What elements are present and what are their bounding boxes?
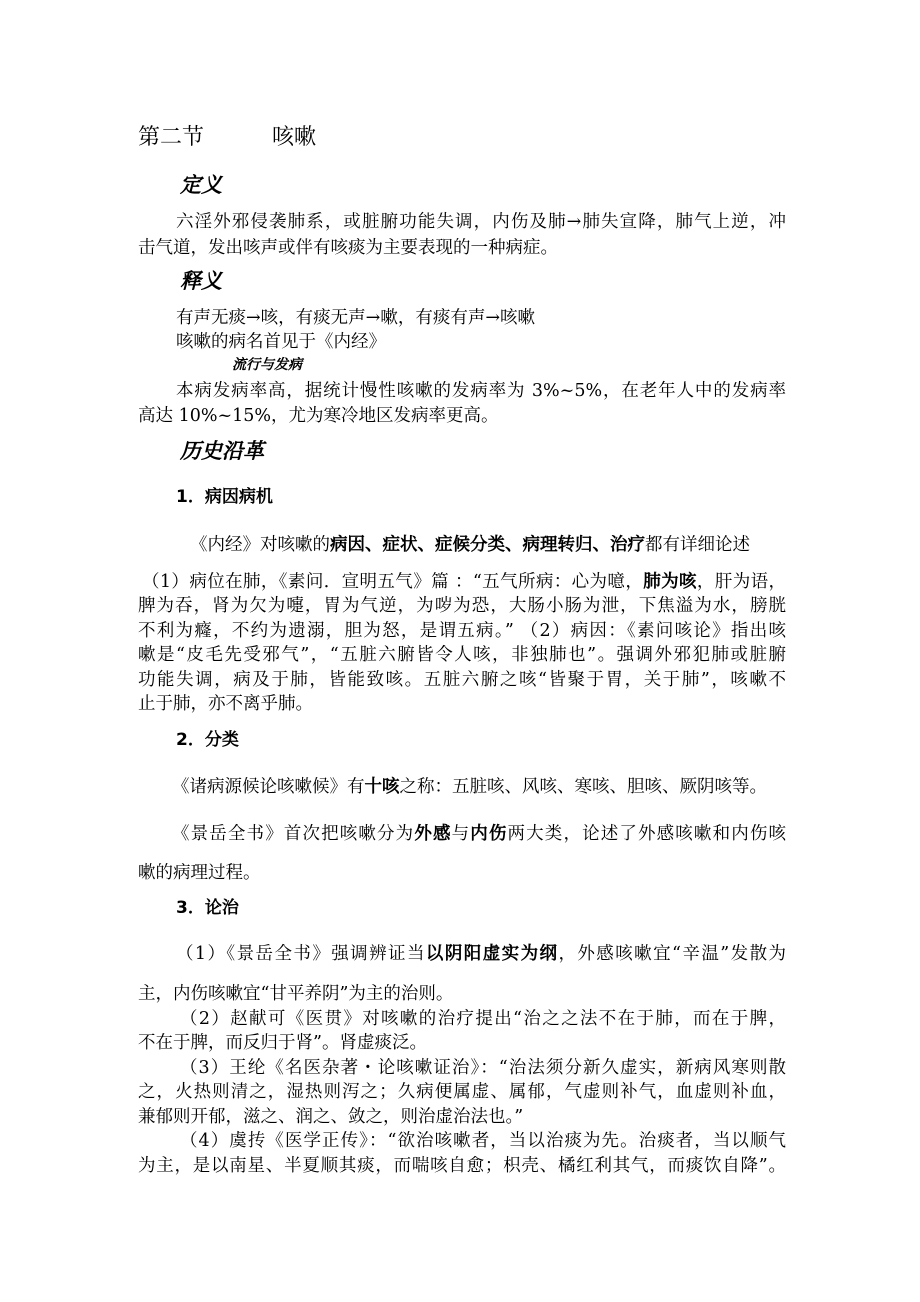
definition-heading: 定义 [180,173,222,197]
emphasis: 十咳 [364,777,400,797]
treatment-para: 为主，是以南星、半夏顺其痰，而喘咳自愈；枳壳、橘红利其气，而痰饮自降”。 [138,1156,786,1176]
explanation-line: 咳嗽的病名首见于《内经》 [176,332,386,352]
etiology-line: 不利为癃，不约为遗溺，胆为怒，是谓五病。” （2）病因：《素问咳论》指出咳 [138,621,786,641]
classification-para: 嗽的病理过程。 [138,863,261,883]
classification-para: 《诸病源候论咳嗽候》有十咳之称：五脏咳、风咳、寒咳、胆咳、厥阴咳等。 [172,777,767,797]
treatment-para: （3）王纶《名医杂著・论咳嗽证治》：“治法须分新久虚实，新病风寒则散 [180,1058,786,1078]
treatment-para: （2）赵献可《医贯》对咳嗽的治疗提出“治之之法不在于肺，而在于脾， [180,1009,786,1029]
treatment-para: 不在于脾，而反归于肾”。肾虚痰泛。 [138,1033,427,1053]
section-name: 咳嗽 [272,125,317,150]
emphasis: 内伤 [470,824,508,844]
treatment-para: 兼郁则开郁，滋之、润之、敛之，则治虚治法也。” [138,1107,524,1127]
treatment-para: 之，火热则清之，湿热则泻之；久病便属虚、属郁，气虚则补气，血虚则补血， [138,1082,786,1102]
epidemiology-line: 本病发病率高，据统计慢性咳嗽的发病率为 3%~5%，在老年人中的发病率 [176,381,786,401]
etiology-line: （1）病位在肺，《素问．宣明五气》篇 ：“五气所病：心为噫，肺为咳，肝为语， [142,572,786,592]
epidemiology-line: 高达 10%~15%，尤为寒冷地区发病率更高。 [138,406,499,426]
etiology-line: 嗽是“皮毛先受邪气”，“五脏六腑皆令人咳，非独肺也”。强调外邪犯肺或脏腑 [138,645,786,665]
treatment-para: （4）虞抟《医学正传》：“欲治咳嗽者，当以治痰为先。治痰者，当以顺气 [180,1131,786,1151]
subsection-title-treatment: 3．论治 [176,898,239,918]
emphasis: 以阴阳虚实为纲 [425,944,559,964]
etiology-intro: 《内经》对咳嗽的病因、症状、症候分类、病理转归、治疗都有详细论述 [190,535,750,555]
subsection-title-classification: 2．分类 [176,730,239,750]
emphasis: 肺为咳 [643,572,697,592]
etiology-line: 功能失调，病及于肺，皆能致咳。五脏六腑之咳“皆聚于胃，关于肺”，咳嗽不 [138,670,786,690]
definition-line: 击气道，发出咳声或伴有咳痰为主要表现的一种病症。 [138,238,558,258]
definition-line: 六淫外邪侵袭肺系，或脏腑功能失调，内伤及肺→肺失宣降，肺气上逆，冲 [176,212,786,232]
etiology-line: 止于肺，亦不离乎肺。 [138,694,313,714]
history-heading: 历史沿革 [180,439,264,463]
treatment-para: 主，内伤咳嗽宜“甘平养阴”为主的治则。 [138,984,454,1004]
subsection-title-etiology: 1．病因病机 [176,487,273,507]
classification-para: 《景岳全书》首次把咳嗽分为外感与内伤两大类，论述了外感咳嗽和内伤咳 [172,824,786,844]
epidemiology-heading: 流行与发病 [232,357,302,373]
treatment-para: （1）《景岳全书》强调辨证当以阴阳虚实为纲，外感咳嗽宜“辛温”发散为 [176,944,786,964]
etiology-line: 脾为吞，肾为欠为嚏，胃为气逆，为哕为恐，大肠小肠为泄，下焦溢为水，膀胱 [138,596,786,616]
section-number: 第二节 [138,125,205,150]
explanation-line: 有声无痰→咳，有痰无声→嗽，有痰有声→咳嗽 [176,308,535,328]
section-title [138,124,798,152]
emphasis: 病因、症状、症候分类、病理转归、治疗 [330,535,645,555]
emphasis: 外感 [414,824,452,844]
explanation-heading: 释义 [180,269,222,293]
